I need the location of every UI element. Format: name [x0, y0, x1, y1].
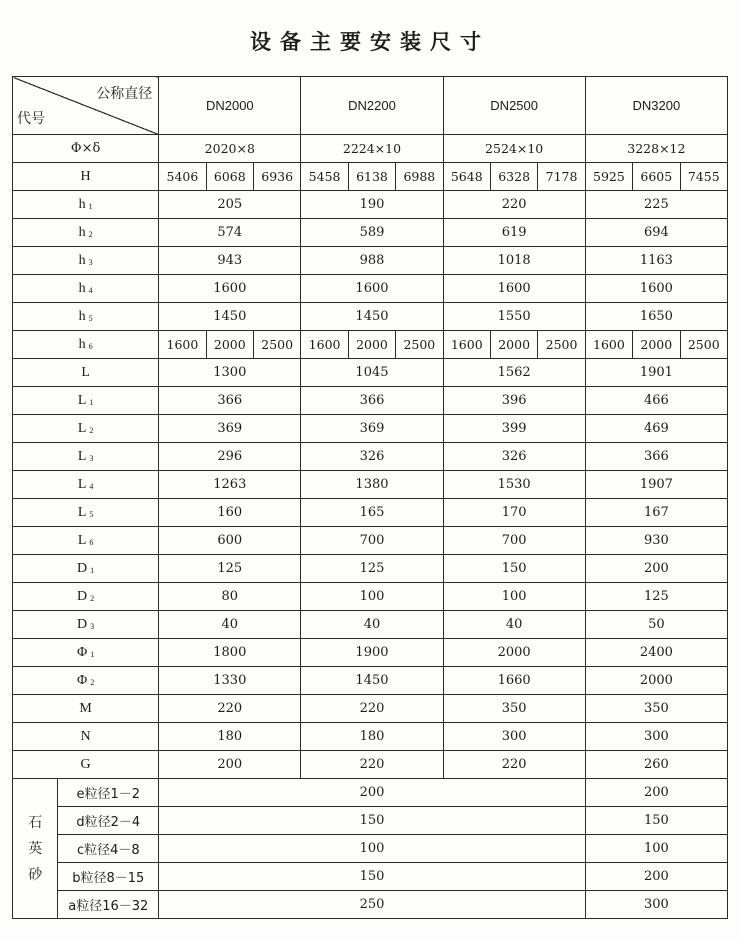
table-row — [13, 443, 728, 471]
table-cell: 2224×10 — [301, 135, 443, 163]
table-cell: 350 — [443, 695, 585, 723]
table-cell: 366 — [159, 387, 301, 415]
table-cell: 5458 — [301, 163, 348, 191]
table-cell: 694 — [585, 219, 727, 247]
table-cell: 125 — [585, 583, 727, 611]
table-row — [13, 359, 728, 387]
table-cell: 2400 — [585, 639, 727, 667]
row-code — [13, 191, 159, 219]
table-cell: 40 — [443, 611, 585, 639]
header-row — [13, 77, 728, 135]
table-cell: 1450 — [301, 303, 443, 331]
table-cell: 2000 — [585, 667, 727, 695]
table-cell: 369 — [301, 415, 443, 443]
code-letter: D — [77, 560, 88, 576]
table-cell: 100 — [159, 835, 586, 863]
table-body — [13, 77, 728, 919]
table-row — [13, 695, 728, 723]
row-code — [13, 471, 159, 499]
code-subscript: 1 — [90, 565, 95, 575]
row-code — [13, 667, 159, 695]
grain-size-label: e粒径1－2 — [58, 779, 159, 807]
code-subscript: 4 — [89, 481, 94, 491]
table-row — [13, 415, 728, 443]
table-cell: 220 — [301, 751, 443, 779]
table-cell: 190 — [301, 191, 443, 219]
table-cell: 2000 — [206, 331, 253, 359]
table-cell: 7178 — [538, 163, 585, 191]
table-cell: 1600 — [443, 275, 585, 303]
code-letter: L — [81, 364, 90, 380]
table-cell: 6328 — [490, 163, 537, 191]
table-cell: 469 — [585, 415, 727, 443]
dn-header: DN3200 — [585, 77, 727, 135]
table-cell: 574 — [159, 219, 301, 247]
sand-row — [13, 891, 728, 919]
table-cell: 200 — [585, 863, 727, 891]
table-cell: 2000 — [348, 331, 395, 359]
code-subscript: 1 — [90, 649, 95, 659]
quartz-sand-group-label — [13, 779, 58, 919]
table-cell: 396 — [443, 387, 585, 415]
table-cell: 2500 — [538, 331, 585, 359]
code-subscript: 5 — [89, 509, 94, 519]
grain-size-label: c粒径4－8 — [58, 835, 159, 863]
table-cell: 180 — [301, 723, 443, 751]
table-cell: 165 — [301, 499, 443, 527]
code-letter: Φ — [76, 672, 88, 688]
row-code — [13, 303, 159, 331]
dn-header: DN2200 — [301, 77, 443, 135]
table-cell: 2524×10 — [443, 135, 585, 163]
table-cell: 326 — [443, 443, 585, 471]
table-row — [13, 723, 728, 751]
table-cell: 1263 — [159, 471, 301, 499]
table-cell: 6988 — [396, 163, 443, 191]
table-cell: 366 — [301, 387, 443, 415]
table-row — [13, 611, 728, 639]
table-row — [13, 191, 728, 219]
table-cell: 1660 — [443, 667, 585, 695]
table-cell: 369 — [159, 415, 301, 443]
code-letter: G — [80, 756, 91, 772]
table-cell: 150 — [443, 555, 585, 583]
table-cell: 220 — [443, 751, 585, 779]
table-cell: 326 — [301, 443, 443, 471]
code-subscript: 6 — [89, 537, 94, 547]
table-cell: 1550 — [443, 303, 585, 331]
table-cell: 5406 — [159, 163, 206, 191]
code-letter: h — [78, 336, 86, 352]
table-cell: 296 — [159, 443, 301, 471]
code-subscript: 6 — [88, 341, 93, 351]
table-row — [13, 471, 728, 499]
table-cell: 220 — [443, 191, 585, 219]
row-code — [13, 219, 159, 247]
table-cell: 100 — [585, 835, 727, 863]
row-code — [13, 555, 159, 583]
table-cell: 125 — [159, 555, 301, 583]
code-letter: L — [77, 476, 87, 492]
sand-row — [13, 779, 728, 807]
code-letter: h — [78, 224, 86, 240]
code-subscript: 2 — [88, 229, 93, 239]
table-cell: 2020×8 — [159, 135, 301, 163]
row-code — [13, 387, 159, 415]
table-row — [13, 387, 728, 415]
table-cell: 50 — [585, 611, 727, 639]
code-letter: Φ — [76, 644, 88, 660]
grain-size-label: b粒径8－15 — [58, 863, 159, 891]
group-label-char: 石 — [28, 814, 43, 831]
code-letter: L — [77, 504, 87, 520]
table-cell: 1907 — [585, 471, 727, 499]
table-cell: 1900 — [301, 639, 443, 667]
code-subscript: 2 — [89, 425, 94, 435]
table-cell: 225 — [585, 191, 727, 219]
table-cell: 170 — [443, 499, 585, 527]
corner-header-cell — [13, 77, 159, 135]
table-cell: 1901 — [585, 359, 727, 387]
nominal-diameter-label: 公称直径 — [96, 86, 153, 102]
code-letter: h — [78, 252, 86, 268]
table-cell: 125 — [301, 555, 443, 583]
table-row — [13, 527, 728, 555]
table-row — [13, 667, 728, 695]
code-label: 代号 — [17, 111, 45, 127]
table-cell: 466 — [585, 387, 727, 415]
table-cell: 220 — [301, 695, 443, 723]
table-cell: 300 — [585, 891, 727, 919]
table-row — [13, 555, 728, 583]
row-code — [13, 723, 159, 751]
table-cell: 1600 — [159, 275, 301, 303]
table-cell: 1530 — [443, 471, 585, 499]
table-cell: 1380 — [301, 471, 443, 499]
table-cell: 2500 — [396, 331, 443, 359]
table-cell: 2500 — [680, 331, 727, 359]
table-row — [13, 303, 728, 331]
code-subscript: 5 — [88, 313, 93, 323]
sand-row — [13, 863, 728, 891]
code-letter: L — [77, 420, 87, 436]
table-cell: 943 — [159, 247, 301, 275]
table-cell: 6605 — [633, 163, 680, 191]
row-code — [13, 583, 159, 611]
table-cell: 200 — [159, 751, 301, 779]
table-cell: 2000 — [443, 639, 585, 667]
row-code — [13, 415, 159, 443]
code-letter: L — [77, 532, 87, 548]
table-row — [13, 219, 728, 247]
group-label-char: 砂 — [28, 866, 43, 883]
table-cell: 366 — [585, 443, 727, 471]
table-cell: 220 — [159, 695, 301, 723]
table-cell: 100 — [301, 583, 443, 611]
table-cell: 1163 — [585, 247, 727, 275]
table-cell: 200 — [585, 779, 727, 807]
sand-row — [13, 807, 728, 835]
table-cell: 1650 — [585, 303, 727, 331]
code-letter: D — [77, 588, 88, 604]
table-cell: 3228×12 — [585, 135, 727, 163]
grain-size-label: a粒径16－32 — [58, 891, 159, 919]
phi-delta-row — [13, 135, 728, 163]
code-subscript: 3 — [89, 453, 94, 463]
code-subscript: 1 — [88, 201, 93, 211]
code-letter: D — [77, 616, 88, 632]
table-cell: 1300 — [159, 359, 301, 387]
table-row — [13, 583, 728, 611]
H-row — [13, 163, 728, 191]
table-cell: 1450 — [301, 667, 443, 695]
row-code — [13, 331, 159, 359]
table-cell: 700 — [443, 527, 585, 555]
table-cell: 250 — [159, 891, 586, 919]
dn-header: DN2000 — [159, 77, 301, 135]
table-cell: 1562 — [443, 359, 585, 387]
table-cell: 150 — [159, 807, 586, 835]
table-cell: 100 — [443, 583, 585, 611]
table-cell: 6936 — [254, 163, 301, 191]
code-letter: L — [77, 392, 87, 408]
row-code — [13, 247, 159, 275]
group-label-char: 英 — [28, 840, 43, 857]
table-cell: 1600 — [301, 275, 443, 303]
table-cell: 988 — [301, 247, 443, 275]
table-cell: 1600 — [585, 331, 632, 359]
table-cell: 80 — [159, 583, 301, 611]
page-title: 设备主要安装尺寸 — [250, 30, 490, 54]
grain-size-label: d粒径2－4 — [58, 807, 159, 835]
table-cell: 2000 — [633, 331, 680, 359]
table-cell: 200 — [585, 555, 727, 583]
table-cell: 160 — [159, 499, 301, 527]
table-cell: 167 — [585, 499, 727, 527]
code-letter: h — [78, 196, 86, 212]
row-code — [13, 639, 159, 667]
table-cell: 1600 — [159, 331, 206, 359]
code-letter: h — [78, 280, 86, 296]
table-cell: 6068 — [206, 163, 253, 191]
row-code — [13, 751, 159, 779]
table-cell: 1600 — [301, 331, 348, 359]
table-row — [13, 751, 728, 779]
code-subscript: 4 — [88, 285, 93, 295]
table-cell: 350 — [585, 695, 727, 723]
table-cell: 300 — [585, 723, 727, 751]
dimension-table — [12, 76, 728, 919]
table-cell: 619 — [443, 219, 585, 247]
table-cell: 1045 — [301, 359, 443, 387]
table-row — [13, 639, 728, 667]
code-letter: M — [79, 700, 92, 716]
code-letter: L — [77, 448, 87, 464]
table-cell: 6138 — [348, 163, 395, 191]
code-subscript: 2 — [90, 677, 95, 687]
table-cell: 150 — [585, 807, 727, 835]
table-cell: 300 — [443, 723, 585, 751]
table-cell: 1800 — [159, 639, 301, 667]
code-letter: h — [78, 308, 86, 324]
row-code: H — [13, 163, 159, 191]
table-cell: 1018 — [443, 247, 585, 275]
table-row — [13, 247, 728, 275]
table-cell: 205 — [159, 191, 301, 219]
table-cell: 2500 — [254, 331, 301, 359]
table-cell: 5925 — [585, 163, 632, 191]
sand-row — [13, 835, 728, 863]
dn-header: DN2500 — [443, 77, 585, 135]
table-cell: 399 — [443, 415, 585, 443]
row-code: Φ×δ — [13, 135, 159, 163]
table-cell: 1450 — [159, 303, 301, 331]
h6-row — [13, 331, 728, 359]
row-code — [13, 359, 159, 387]
code-subscript: 3 — [88, 257, 93, 267]
table-cell: 1330 — [159, 667, 301, 695]
table-cell: 700 — [301, 527, 443, 555]
row-code — [13, 527, 159, 555]
row-code — [13, 499, 159, 527]
table-cell: 150 — [159, 863, 586, 891]
table-cell: 200 — [159, 779, 586, 807]
code-subscript: 3 — [90, 621, 95, 631]
table-cell: 180 — [159, 723, 301, 751]
table-cell: 7455 — [680, 163, 727, 191]
table-cell: 2000 — [490, 331, 537, 359]
table-cell: 1600 — [443, 331, 490, 359]
row-code — [13, 275, 159, 303]
table-row — [13, 275, 728, 303]
table-row — [13, 499, 728, 527]
table-cell: 1600 — [585, 275, 727, 303]
table-cell: 260 — [585, 751, 727, 779]
code-subscript: 1 — [89, 397, 94, 407]
table-cell: 5648 — [443, 163, 490, 191]
row-code — [13, 695, 159, 723]
row-code — [13, 611, 159, 639]
table-cell: 40 — [301, 611, 443, 639]
code-subscript: 2 — [90, 593, 95, 603]
table-cell: 40 — [159, 611, 301, 639]
code-letter: N — [80, 728, 91, 744]
table-cell: 600 — [159, 527, 301, 555]
table-cell: 589 — [301, 219, 443, 247]
table-cell: 930 — [585, 527, 727, 555]
row-code — [13, 443, 159, 471]
